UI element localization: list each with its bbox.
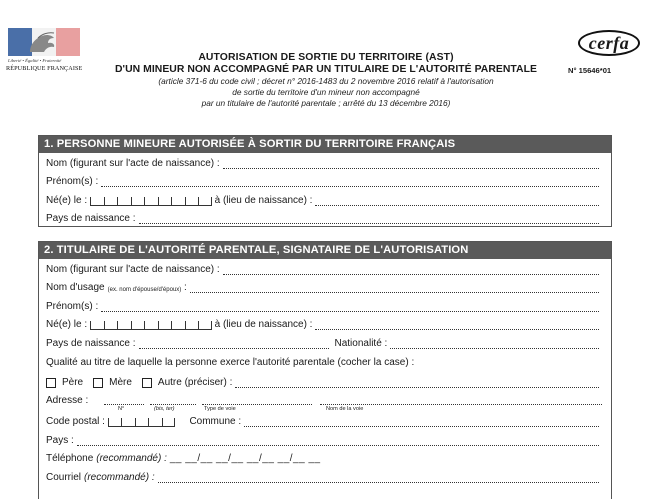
addr-no-caption: N° — [118, 405, 125, 412]
republique-francaise-logo — [6, 28, 86, 72]
courriel-hint: (recommandé) : — [84, 471, 155, 483]
parent-nom-usage-field[interactable] — [190, 285, 599, 293]
minor-ne-le-label: Né(e) le : — [46, 194, 88, 206]
parent-pays-res-row — [46, 430, 601, 449]
parent-nom-field[interactable] — [223, 267, 599, 275]
parent-prenom-row — [46, 296, 601, 315]
code-postal-field[interactable] — [108, 416, 176, 427]
minor-lieu-field[interactable] — [315, 198, 599, 206]
mere-label: Mère — [109, 376, 132, 388]
pays-res-field[interactable] — [77, 438, 599, 446]
section-parent-title: 2. TITULAIRE DE L'AUTORITÉ PARENTALE, SIGNATAIRE DE L'AUTORISATION — [39, 242, 611, 259]
addr-nom-caption: Nom de la voie — [326, 405, 364, 412]
motto: Liberté • Égalité • Fraternité — [8, 58, 62, 63]
minor-nom-row — [46, 153, 601, 172]
form-title-line1: AUTORISATION DE SORTIE DU TERRITOIRE (AST) — [198, 52, 454, 63]
form-header — [0, 0, 651, 130]
parent-birthdate-field[interactable] — [90, 319, 212, 330]
parent-adresse-row — [46, 391, 601, 412]
parent-prenom-field[interactable] — [101, 304, 599, 312]
republique-francaise-text: RÉPUBLIQUE FRANÇAISE — [6, 65, 83, 72]
parent-qualite-row — [46, 352, 601, 371]
autre-checkbox[interactable] — [142, 378, 152, 388]
autre-label: Autre (préciser) : — [157, 376, 233, 388]
parent-nom-usage-row: Nom d'usage (ex. nom d'épouse/d'époux) : — [46, 278, 601, 297]
pere-label: Père — [62, 376, 84, 388]
pere-option[interactable] — [46, 377, 83, 388]
minor-pays-row — [46, 209, 601, 228]
parent-nom-label: Nom (figurant sur l'acte de naissance) : — [46, 263, 220, 275]
minor-birth-row — [46, 190, 601, 209]
form-subtitle-line1: (article 371-6 du code civil ; décret n° 2016-1483 du 2 novembre 2016 relatif à l'autorisation — [158, 76, 494, 86]
commune-field[interactable] — [244, 419, 599, 427]
minor-lieu-label: à (lieu de naissance) : — [214, 194, 313, 206]
parent-pays-field[interactable] — [139, 341, 329, 349]
commune-label: Commune : — [189, 416, 242, 428]
parent-lieu-label: à (lieu de naissance) : — [214, 319, 313, 331]
parent-cp-row — [46, 412, 601, 431]
parent-lieu-field[interactable] — [315, 322, 599, 330]
parent-ne-le-label: Né(e) le : — [46, 319, 88, 331]
section-parent — [38, 241, 612, 499]
form-title-line2: D'UN MINEUR NON ACCOMPAGNÉ PAR UN TITULAIRE DE L'AUTORITÉ PARENTALE — [115, 64, 537, 75]
pere-checkbox[interactable] — [46, 378, 56, 388]
form-subtitle-line3: par un titulaire de l'autorité parentale ; arrêté du 13 décembre 2016) — [201, 98, 451, 109]
parent-qualite-label: Qualité au titre de laquelle la personne exerce l'autorité parentale (cocher la case) : — [46, 356, 415, 368]
parent-nom-usage-label: Nom d'usage — [46, 282, 105, 294]
addr-bis-caption: (bis, ter) — [154, 405, 175, 412]
section-minor — [38, 135, 612, 227]
autre-option[interactable] — [142, 377, 232, 388]
code-postal-label: Code postal : — [46, 416, 105, 428]
cerfa-number: N° 15646*01 — [568, 66, 612, 75]
pays-res-label: Pays : — [46, 434, 74, 446]
marianne-logo-icon — [8, 28, 80, 56]
minor-nom-field[interactable] — [223, 161, 599, 169]
minor-nom-label: Nom (figurant sur l'acte de naissance) : — [46, 157, 220, 169]
cerfa-logo — [578, 30, 640, 56]
parent-nom-row — [46, 259, 601, 278]
parent-nationalite-label: Nationalité : — [334, 337, 388, 349]
minor-prenom-row — [46, 172, 601, 191]
minor-pays-label: Pays de naissance : — [46, 213, 136, 225]
telephone-label: Téléphone — [46, 453, 94, 465]
minor-pays-field[interactable] — [139, 216, 600, 224]
section-minor-title: 1. PERSONNE MINEURE AUTORISÉE À SORTIR DU TERRITOIRE FRANÇAIS — [39, 136, 611, 153]
addr-no-field[interactable] — [104, 404, 144, 405]
parent-pays-label: Pays de naissance : — [46, 337, 136, 349]
telephone-hint: (recommandé) : — [96, 453, 167, 465]
parent-nom-usage-hint: (ex. nom d'épouse/d'époux) — [107, 287, 182, 294]
parent-courriel-row — [46, 467, 601, 486]
autre-field[interactable] — [235, 380, 599, 388]
form-subtitle-line2: de sortie du territoire d'un mineur non accompagné — [232, 87, 420, 98]
parent-telephone-row — [46, 449, 601, 468]
minor-prenom-label: Prénom(s) : — [46, 176, 99, 188]
parent-prenom-label: Prénom(s) : — [46, 300, 99, 312]
mere-option[interactable] — [93, 377, 132, 388]
addr-nom-field[interactable] — [320, 404, 602, 405]
parent-qualite-options — [46, 371, 601, 391]
parent-nationalite-field[interactable] — [390, 341, 599, 349]
parent-pays-row — [46, 333, 601, 352]
parent-adresse-label: Adresse : — [46, 394, 89, 406]
addr-type-caption: Type de voie — [204, 405, 236, 412]
parent-birth-row — [46, 315, 601, 334]
courriel-label: Courriel — [46, 471, 82, 483]
minor-prenom-field[interactable] — [101, 179, 599, 187]
title-block — [86, 52, 566, 109]
addr-bis-field[interactable] — [150, 404, 196, 405]
cerfa-logo-text: cerfa — [578, 30, 640, 56]
minor-birthdate-field[interactable] — [90, 195, 212, 206]
addr-type-field[interactable] — [202, 404, 312, 405]
courriel-field[interactable] — [158, 475, 599, 483]
telephone-field[interactable]: __ __/__ __/__ __/__ __/__ __ — [169, 453, 321, 465]
mere-checkbox[interactable] — [93, 378, 103, 388]
